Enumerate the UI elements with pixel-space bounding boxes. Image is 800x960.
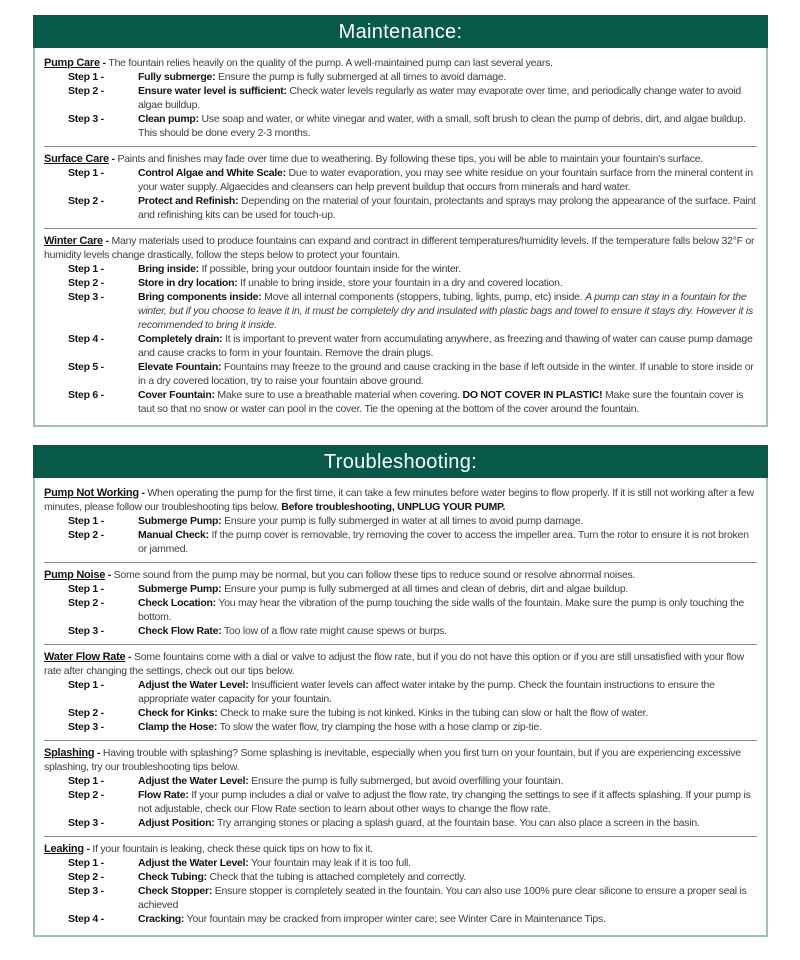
step-row	[68, 262, 757, 276]
step-label: Step 2 -	[68, 597, 104, 609]
text-segment: Ensure the pump is fully submerged, but avoid overfilling your fountain.	[248, 775, 563, 787]
step-row	[68, 166, 757, 194]
text-segment: Flow Rate:	[138, 789, 189, 801]
text-segment: Manual Check:	[138, 529, 209, 541]
panel-body	[35, 478, 766, 935]
text-segment: Check Tubing:	[138, 871, 207, 883]
text-segment: Check Location:	[138, 597, 216, 609]
text-segment: Too low of a flow rate might cause spews or burps.	[221, 625, 447, 637]
group-heading: Splashing	[44, 747, 95, 759]
step-content	[138, 596, 757, 624]
step-row	[68, 276, 757, 290]
step-row	[68, 912, 757, 926]
step-label: Step 2 -	[68, 85, 104, 97]
step-row	[68, 332, 757, 360]
step-label: Step 1 -	[68, 71, 104, 83]
step-label: Step 3 -	[68, 291, 104, 303]
text-segment: -	[108, 153, 118, 165]
text-segment: Clean pump:	[138, 113, 199, 125]
step-list	[68, 582, 757, 638]
step-label: Step 4 -	[68, 333, 104, 345]
group-intro-text	[105, 569, 635, 581]
group-intro-text	[44, 747, 741, 773]
text-segment: It is important to prevent water from accumulating anywhere, as freezing and thawing of water can cause pump damage and cause cracks to form in your fountain. Remove the drain plugs.	[138, 333, 753, 359]
step-label: Step 3 -	[68, 721, 104, 733]
step-row	[68, 624, 757, 638]
text-segment: When operating the pump for the first time, it can take a few minutes before water begins to flow properly. If it is still not working after a few minutes, please follow our troubleshooting tips below.	[44, 487, 754, 513]
text-segment: Your fountain may leak if it is too full.	[248, 857, 411, 869]
step-row	[68, 290, 757, 332]
group-intro	[44, 568, 757, 582]
text-segment: Your fountain may be cracked from improper winter care; see Winter Care in Maintenance Tips.	[184, 913, 606, 925]
text-segment: Paints and finishes may fade over time due to weathering. By following these tips, you will be able to maintain your fountain's surface.	[117, 153, 703, 165]
group-intro-text	[44, 235, 754, 261]
step-list	[68, 70, 757, 140]
text-segment: Adjust the Water Level:	[138, 679, 249, 691]
group-intro-text	[44, 651, 744, 677]
step-content	[138, 262, 757, 276]
step-label: Step 2 -	[68, 789, 104, 801]
step-content	[138, 788, 757, 816]
text-segment: Ensure the pump is fully submerged at all times to avoid damage.	[215, 71, 507, 83]
troubleshooting-panel	[33, 445, 768, 937]
step-content	[138, 870, 757, 884]
text-segment: Ensure your pump is fully submerged in water at all times to avoid pump damage.	[221, 515, 584, 527]
text-segment: Some fountains come with a dial or valve to adjust the flow rate, but if you do not have this option or if you are still unsatisfied with your flow rate after changing the settings, check out our tips below.	[44, 651, 744, 677]
step-label: Step 2 -	[68, 277, 104, 289]
group-heading: Winter Care	[44, 235, 103, 247]
group-heading: Pump Noise	[44, 569, 106, 581]
group-intro	[44, 56, 757, 70]
step-row	[68, 582, 757, 596]
text-segment: If your fountain is leaking, check these quick tips on how to fix it.	[92, 843, 373, 855]
step-row	[68, 706, 757, 720]
text-segment: -	[105, 569, 114, 581]
step-content	[138, 332, 757, 360]
group-intro	[44, 650, 757, 678]
step-content	[138, 166, 757, 194]
step-label: Step 1 -	[68, 679, 104, 691]
text-segment: Ensure your pump is fully submerged at all times and clean of debris, dirt and algae buildup.	[221, 583, 629, 595]
text-segment: Ensure stopper is completely seated in the fountain. You can also use 100% pure clear silicone to ensure a proper seal is achieved	[138, 885, 747, 911]
step-list	[68, 262, 757, 416]
step-label: Step 1 -	[68, 775, 104, 787]
text-segment: Some sound from the pump may be normal, but you can follow these tips to reduce sound or resolve abnormal noises.	[113, 569, 636, 581]
step-label: Step 4 -	[68, 913, 104, 925]
step-label: Step 2 -	[68, 707, 104, 719]
step-content	[138, 360, 757, 388]
text-segment: Ensure water level is sufficient:	[138, 85, 287, 97]
step-row	[68, 70, 757, 84]
step-list	[68, 774, 757, 830]
text-segment: Bring components inside:	[138, 291, 262, 303]
group-intro-text	[109, 153, 703, 165]
maintenance-panel	[33, 15, 768, 427]
step-row	[68, 816, 757, 830]
group-intro	[44, 234, 757, 262]
text-segment: Check Stopper:	[138, 885, 213, 897]
text-segment: Before troubleshooting, UNPLUG YOUR PUMP.	[281, 501, 506, 513]
group-intro-text	[84, 843, 373, 855]
text-segment: Completely drain:	[138, 333, 223, 345]
step-content	[138, 816, 757, 830]
step-content	[138, 856, 757, 870]
text-segment: Store in dry location:	[138, 277, 238, 289]
panel-body	[35, 48, 766, 425]
step-content	[138, 112, 757, 140]
text-segment: Check that the tubing is attached completely and correctly.	[206, 871, 467, 883]
text-segment: Fully submerge:	[138, 71, 216, 83]
text-segment: Protect and Refinish:	[138, 195, 239, 207]
text-segment: Having trouble with splashing? Some splashing is inevitable, especially when you first turn on your fountain, but if you are experiencing excessive splashing, try our troubleshooting tips below.	[44, 747, 741, 773]
document-panels	[33, 15, 768, 937]
group-intro	[44, 746, 757, 774]
step-content	[138, 706, 757, 720]
step-row	[68, 774, 757, 788]
panel-title: Maintenance:	[338, 20, 463, 43]
text-segment: Depending on the material of your fountain, protectants and sprays may prolong the appearance of the surface. Paint and refinishing kits can be used for touch-up.	[138, 195, 756, 221]
step-row	[68, 720, 757, 734]
panel-header	[33, 15, 768, 48]
step-content	[138, 290, 757, 332]
text-segment: Check to make sure the tubing is not kinked. Kinks in the tubing can slow or halt the flow of water.	[217, 707, 649, 719]
panel-header	[33, 445, 768, 478]
step-row	[68, 788, 757, 816]
text-segment: Clamp the Hose:	[138, 721, 218, 733]
group-intro-text	[44, 487, 754, 513]
text-segment: -	[138, 487, 148, 499]
step-row	[68, 514, 757, 528]
step-label: Step 1 -	[68, 515, 104, 527]
step-content	[138, 84, 757, 112]
step-content	[138, 582, 757, 596]
group-heading: Pump Care	[44, 57, 100, 69]
text-segment: Check for Kinks:	[138, 707, 218, 719]
step-row	[68, 194, 757, 222]
text-segment: Elevate Fountain:	[138, 361, 222, 373]
care-group	[44, 56, 757, 140]
text-segment: Cover Fountain:	[138, 389, 215, 401]
group-intro	[44, 152, 757, 166]
text-segment: A pump can stay in a fountain for the winter, but if you choose to leave it in, it must be completely dry and insulated with plastic bags and towel to ensure it stays dry. However it is recommended to bring it inside.	[138, 291, 753, 331]
text-segment: To slow the water flow, try clamping the hose with a hose clamp or zip-tie.	[217, 721, 542, 733]
step-label: Step 1 -	[68, 857, 104, 869]
text-segment: Try arranging stones or placing a splash guard, at the fountain base. You can also place a screen in the basin.	[214, 817, 700, 829]
text-segment: Due to water evaporation, you may see white residue on your fountain surface from the mineral content in your water supply. Algaecides and cleansers can help prevent buildup that occurs from minerals and hard water.	[138, 167, 753, 193]
step-content	[138, 912, 757, 926]
text-segment: DO NOT COVER IN PLASTIC!	[462, 389, 603, 401]
step-label: Step 1 -	[68, 263, 104, 275]
care-group	[44, 740, 757, 830]
group-heading: Water Flow Rate	[44, 651, 126, 663]
text-segment: Check Flow Rate:	[138, 625, 222, 637]
step-content	[138, 194, 757, 222]
step-content	[138, 720, 757, 734]
care-group	[44, 146, 757, 222]
step-content	[138, 624, 757, 638]
text-segment: You may hear the vibration of the pump touching the side walls of the fountain. Make sure the pump is only touching the bottom.	[138, 597, 744, 623]
text-segment: Submerge Pump:	[138, 583, 222, 595]
text-segment: If the pump cover is removable, try removing the cover to access the impeller area. Turn the rotor to ensure it is not broken or jammed.	[138, 529, 749, 555]
step-content	[138, 276, 757, 290]
step-content	[138, 388, 757, 416]
step-content	[138, 514, 757, 528]
step-list	[68, 166, 757, 222]
step-row	[68, 596, 757, 624]
step-content	[138, 70, 757, 84]
text-segment: Adjust the Water Level:	[138, 775, 249, 787]
step-row	[68, 884, 757, 912]
step-label: Step 3 -	[68, 885, 104, 897]
care-group	[44, 644, 757, 734]
text-segment: Insufficient water levels can affect water intake by the pump. Check the fountain instructions to ensure the appropriate water capacity for your fountain.	[138, 679, 715, 705]
step-row	[68, 112, 757, 140]
text-segment: Cracking:	[138, 913, 185, 925]
text-segment: Move all internal components (stoppers, tubing, lights, pump, etc) inside.	[261, 291, 586, 303]
step-label: Step 2 -	[68, 871, 104, 883]
group-heading: Leaking	[44, 843, 84, 855]
text-segment: If unable to bring inside, store your fountain in a dry and covered location.	[237, 277, 563, 289]
text-segment: Fountains may freeze to the ground and cause cracking in the base if left outside in the winter. If unable to store inside or in a dry covered location, try to raise your fountain above ground.	[138, 361, 754, 387]
step-list	[68, 514, 757, 556]
care-group	[44, 836, 757, 926]
step-list	[68, 856, 757, 926]
step-label: Step 2 -	[68, 195, 104, 207]
step-row	[68, 856, 757, 870]
panel-title: Troubleshooting:	[323, 450, 478, 473]
group-intro	[44, 486, 757, 514]
text-segment: Adjust the Water Level:	[138, 857, 249, 869]
text-segment: -	[94, 747, 103, 759]
step-content	[138, 884, 757, 912]
step-content	[138, 678, 757, 706]
step-label: Step 2 -	[68, 529, 104, 541]
text-segment: -	[83, 843, 93, 855]
step-row	[68, 388, 757, 416]
text-segment: Submerge Pump:	[138, 515, 222, 527]
step-content	[138, 774, 757, 788]
text-segment: Check water levels regularly as water may evaporate over time, and periodically change water to avoid algae buildup.	[138, 85, 741, 111]
text-segment: If your pump includes a dial or valve to adjust the flow rate, try changing the settings to see if it affects splashing. If your pump is not adjustable, check our Flow Rate section to learn about other ways to change the flow rate.	[138, 789, 751, 815]
step-label: Step 6 -	[68, 389, 104, 401]
step-content	[138, 528, 757, 556]
step-row	[68, 528, 757, 556]
care-group	[44, 228, 757, 416]
step-label: Step 5 -	[68, 361, 104, 373]
text-segment: If possible, bring your outdoor fountain inside for the winter.	[198, 263, 461, 275]
step-label: Step 3 -	[68, 625, 104, 637]
step-label: Step 1 -	[68, 583, 104, 595]
group-intro-text	[100, 57, 553, 69]
step-row	[68, 870, 757, 884]
care-group	[44, 486, 757, 556]
text-segment: Make sure the fountain cover is taut so that no snow or water can pool in the cover. Tie the opening at the bottom of the cover around the fountain.	[138, 389, 744, 415]
step-row	[68, 360, 757, 388]
step-label: Step 1 -	[68, 167, 104, 179]
text-segment: -	[125, 651, 135, 663]
text-segment: Bring inside:	[138, 263, 199, 275]
group-heading: Pump Not Working	[44, 487, 139, 499]
step-row	[68, 678, 757, 706]
text-segment: The fountain relies heavily on the quality of the pump. A well-maintained pump can last several years.	[108, 57, 553, 69]
care-group	[44, 562, 757, 638]
text-segment: Make sure to use a breathable material when covering.	[214, 389, 463, 401]
text-segment: Use soap and water, or white vinegar and water, with a small, soft brush to clean the pump of debris, dirt, and algae buildup. This should be done every 2-3 months.	[138, 113, 746, 139]
group-heading: Surface Care	[44, 153, 109, 165]
text-segment: -	[99, 57, 109, 69]
step-label: Step 3 -	[68, 113, 104, 125]
text-segment: Many materials used to produce fountains can expand and contract in different temperatures/humidity levels. If the temperature falls below 32°F or humidity levels change drastically, follow the steps below to protect your fountain.	[44, 235, 755, 261]
text-segment: -	[102, 235, 112, 247]
group-intro	[44, 842, 757, 856]
step-row	[68, 84, 757, 112]
step-label: Step 3 -	[68, 817, 104, 829]
text-segment: Adjust Position:	[138, 817, 215, 829]
text-segment: Control Algae and White Scale:	[138, 167, 286, 179]
step-list	[68, 678, 757, 734]
